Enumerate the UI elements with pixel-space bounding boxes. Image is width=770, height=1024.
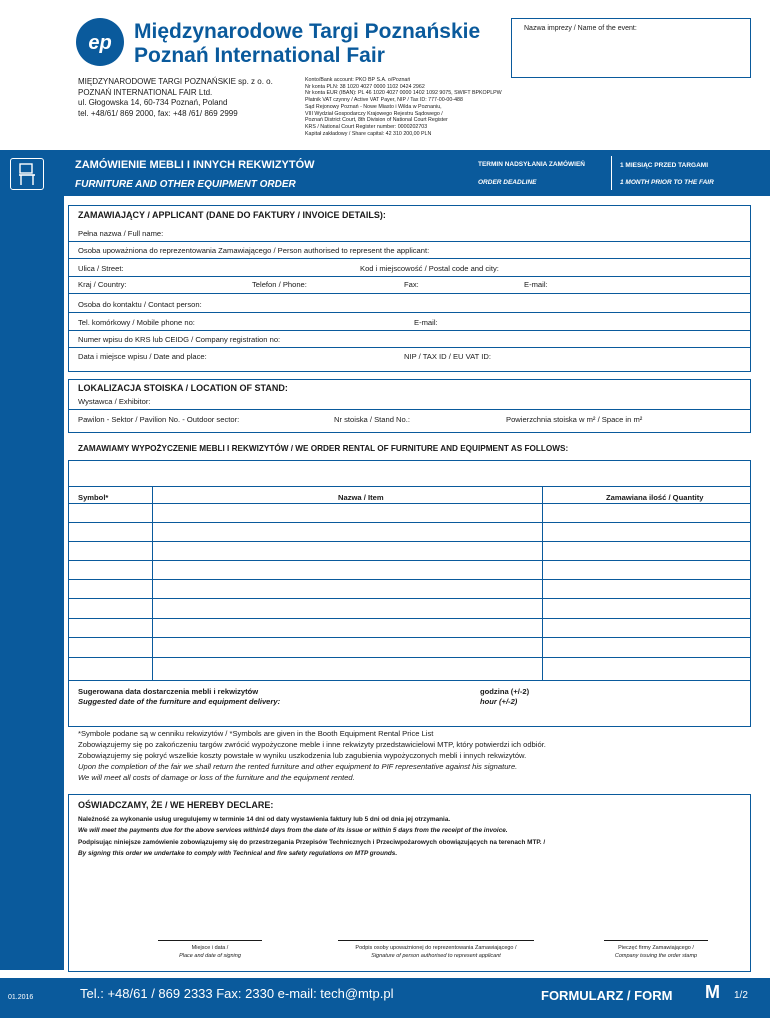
hour-label-en[interactable]: hour (+/-2) bbox=[480, 697, 518, 706]
deadline-label-en: ORDER DEADLINE bbox=[478, 179, 537, 186]
authorised-signature-label: Podpis osoby upoważnionej do reprezentowania Zamawiającego / Signature of person authorised to represent applicant bbox=[355, 945, 517, 959]
pavilion-field[interactable]: Pawilon - Sektor / Pavilion No. - Outdoor sector: bbox=[78, 415, 240, 424]
divider bbox=[68, 276, 750, 277]
divider bbox=[68, 312, 750, 313]
authorised-person-field[interactable]: Osoba upoważniona do reprezentowania Zamawiającego / Person authorised to represent the applicant: bbox=[78, 246, 430, 255]
phone-field[interactable]: Telefon / Phone: bbox=[252, 280, 307, 289]
applicant-title: ZAMAWIAJĄCY / APPLICANT (DANE DO FAKTURY / INVOICE DETAILS): bbox=[78, 210, 386, 220]
full-name-field[interactable]: Pełna nazwa / Full name: bbox=[78, 229, 164, 238]
company-stamp-line[interactable] bbox=[604, 940, 708, 941]
event-name-field[interactable] bbox=[511, 18, 751, 78]
left-blue-strip bbox=[0, 150, 64, 970]
declaration-text: Należność za wykonanie usług uregulujemy w terminie 14 dni od daty wystawienia faktury lub 5 dni od dnia jej otrzymania. We will meet the payments due for the above services within14 days from the date of its issue or within 5 days from the receipt of the invoice. Podpisując niniejsze zamówienie zobowiązujemy się do przestrzegania Przepisów Technicznych i Przeciwpożarowych obowiązujących na terenach MTP. / By signing this order we undertake to comply with Technical and fire safety regulations on MTP grounds. bbox=[78, 816, 546, 857]
divider bbox=[68, 330, 750, 331]
col-divider-1 bbox=[152, 486, 153, 680]
logo-title-pl: Międzynarodowe Targi Poznańskie bbox=[134, 20, 481, 43]
table-row[interactable] bbox=[68, 560, 750, 561]
page-number: 1/2 bbox=[734, 990, 748, 1001]
place-date-signature-label: Miejsce i data / Place and date of signing bbox=[179, 945, 241, 959]
company-stamp-label: Pieczęć firmy Zamawiającego / Company issuing the order stamp bbox=[614, 945, 698, 959]
form-label: FORMULARZ / FORM bbox=[541, 988, 673, 1003]
divider bbox=[68, 347, 750, 348]
table-row[interactable] bbox=[68, 579, 750, 580]
footer-contact: Tel.: +48/61 / 869 2333 Fax: 2330 e-mail: tech@mtp.pl bbox=[80, 986, 394, 1001]
chair-icon bbox=[10, 158, 44, 190]
place-date-signature-line[interactable] bbox=[158, 940, 262, 941]
col-quantity-header: Zamawiana ilość / Quantity bbox=[606, 493, 704, 502]
deadline-value-en: 1 MONTH PRIOR TO THE FAIR bbox=[620, 179, 714, 186]
form-title-pl: ZAMÓWIENIE MEBLI I INNYCH REKWIZYTÓW bbox=[75, 159, 315, 171]
exhibitor-field[interactable]: Wystawca / Exhibitor: bbox=[78, 397, 151, 406]
date-place-field[interactable]: Data i miejsce wpisu / Date and place: bbox=[78, 352, 207, 361]
divider bbox=[68, 409, 750, 410]
hour-label-pl: godzina (+/-2) bbox=[480, 687, 530, 696]
deadline-label-pl: TERMIN NADSYŁANIA ZAMÓWIEŃ bbox=[478, 161, 586, 168]
delivery-date-label-en[interactable]: Suggested date of the furniture and equipment delivery: bbox=[78, 697, 281, 706]
stand-no-field[interactable]: Nr stoiska / Stand No.: bbox=[334, 415, 410, 424]
mtp-logo-icon bbox=[76, 18, 124, 66]
table-row[interactable] bbox=[68, 618, 750, 619]
table-row[interactable] bbox=[68, 503, 750, 504]
terms-notes: *Symbole podane są w cenniku rekwizytów / *Symbols are given in the Booth Equipment Rental Price List Zobowiązujemy się po zakończeniu targów zwrócić wypożyczone meble i inne rekwizyty przedstawicielowi MTP, który potwierdzi ich odbiór. Zobowiązujemy się pokryć wszelkie koszty powstałe w wyniku uszkodzenia lub zagubienia wypożyczonych mebli i innych rekwizytów. Upon the completion of the fair we shall return the rented furniture and other equipment to PIF representative against his signature. We will meet all costs of damage or loss of the furniture and the equipment rented. bbox=[78, 729, 546, 782]
col-item-header: Nazwa / Item bbox=[338, 493, 384, 502]
event-name-label: Nazwa imprezy / Name of the event: bbox=[524, 25, 637, 32]
svg-text:ep: ep bbox=[88, 32, 112, 54]
space-field[interactable]: Powierzchnia stoiska w m² / Space in m² bbox=[506, 415, 643, 424]
footer-bar bbox=[0, 978, 770, 1018]
mobile-phone-field[interactable]: Tel. komórkowy / Mobile phone no: bbox=[78, 318, 195, 327]
tax-id-field[interactable]: NIP / TAX ID / EU VAT ID: bbox=[404, 352, 491, 361]
company-address: MIĘDZYNARODOWE TARGI POZNAŃSKIE sp. z o. o. POZNAŃ INTERNATIONAL FAIR Ltd. ul. Głogowska 14, 60-734 Poznań, Poland tel. +48/61/ 869 2000, fax: +48 /61/ 869 2999 bbox=[78, 77, 273, 118]
divider bbox=[68, 241, 750, 242]
delivery-date-label-pl: Sugerowana data dostarczenia mebli i rekwizytów bbox=[78, 687, 259, 696]
declaration-title: OŚWIADCZAMY, ŻE / WE HEREBY DECLARE: bbox=[78, 800, 274, 810]
table-row[interactable] bbox=[68, 657, 750, 658]
col-symbol-header: Symbol* bbox=[78, 493, 109, 502]
registration-no-field[interactable]: Numer wpisu do KRS lub CEIDG / Company registration no: bbox=[78, 335, 281, 344]
table-rule bbox=[68, 486, 750, 487]
contact-email-field[interactable]: E-mail: bbox=[414, 318, 438, 327]
street-field[interactable]: Ulica / Street: bbox=[78, 264, 124, 273]
table-row[interactable] bbox=[68, 598, 750, 599]
col-divider-2 bbox=[542, 486, 543, 680]
table-row[interactable] bbox=[68, 541, 750, 542]
stand-title: LOKALIZACJA STOISKA / LOCATION OF STAND: bbox=[78, 383, 288, 393]
divider bbox=[68, 293, 750, 294]
contact-person-field[interactable]: Osoba do kontaktu / Contact person: bbox=[78, 300, 202, 309]
form-header-bar bbox=[0, 150, 770, 196]
deadline-value-pl: 1 MIESIĄC PRZED TARGAMI bbox=[620, 162, 708, 169]
form-version-date: 01.2016 bbox=[8, 994, 34, 1001]
authorised-signature-line[interactable] bbox=[338, 940, 534, 941]
fax-field[interactable]: Fax: bbox=[404, 280, 419, 289]
table-row[interactable] bbox=[68, 637, 750, 638]
order-title: ZAMAWIAMY WYPOŻYCZENIE MEBLI I REKWIZYTÓW / WE ORDER RENTAL OF FURNITURE AND EQUIPMENT AS FOLLOWS: bbox=[78, 444, 569, 453]
bank-details: Konto/Bank account: PKO BP S.A. o/Poznań Nr konta PLN: 38 1020 4027 0000 1102 0424 2962 Nr konta EUR (IBAN): PL 46 1020 4027 0000 1402 1092 9075, SWIFT BPKOPLPW Płatnik VAT czynny / Active VAT Payer, NIP / Tax ID: 777-00-00-488 Sąd Rejonowy Poznań - Nowe Miasto i Wilda w Poznaniu, VIII Wydział Gospodarczy Krajowego Rejestru Sądowego / Poznań District Court, 8th Division of National Court Register KRS / National Court Register number: 0000202703 Kapitał zakładowy / Share capital: 42 310 200,00 PLN bbox=[305, 77, 502, 137]
country-field[interactable]: Kraj / Country: bbox=[78, 280, 127, 289]
logo-title-en: Poznań International Fair bbox=[134, 44, 385, 67]
divider bbox=[68, 258, 750, 259]
header-divider bbox=[611, 156, 612, 190]
postal-code-field[interactable]: Kod i miejscowość / Postal code and city: bbox=[360, 264, 499, 273]
form-letter: M bbox=[705, 982, 720, 1002]
email-field[interactable]: E-mail: bbox=[524, 280, 548, 289]
table-row[interactable] bbox=[68, 680, 750, 681]
form-title-en: FURNITURE AND OTHER EQUIPMENT ORDER bbox=[75, 179, 296, 190]
table-row[interactable] bbox=[68, 522, 750, 523]
